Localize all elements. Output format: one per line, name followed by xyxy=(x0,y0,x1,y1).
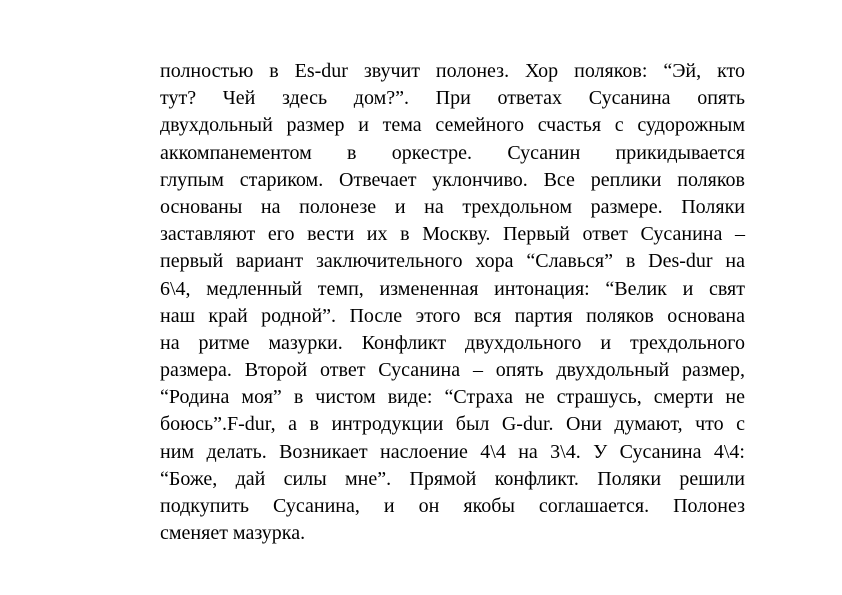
text-line: наш край родной”. После этого вся партия поляков основана xyxy=(160,304,745,327)
text-line: первый вариант заключительного хора “Славься” в Des-dur на xyxy=(160,250,745,273)
text-line: глупым стариком. Отвечает уклончиво. Все реплики поляков xyxy=(160,168,745,191)
text-line: аккомпанементом в оркестре. Сусанин прикидывается xyxy=(160,141,745,164)
text-line: размера. Второй ответ Сусанина – опять двухдольный размер, xyxy=(160,359,745,382)
text-line: 6\4, медленный темп, измененная интонация: “Велик и свят xyxy=(160,277,745,300)
text-line: тут? Чей здесь дом?”. При ответах Сусанина опять xyxy=(160,87,745,110)
text-line: ним делать. Возникает наслоение 4\4 на 3\4. У Сусанина 4\4: xyxy=(160,440,745,463)
text-line: двухдольный размер и тема семейного счастья с судорожным xyxy=(160,114,745,137)
text-line: подкупить Сусанина, и он якобы соглашается. Полонез xyxy=(160,495,745,517)
text-line: заставляют его вести их в Москву. Первый ответ Сусанина – xyxy=(160,223,745,246)
text-line: “Родина моя” в чистом виде: “Страха не страшусь, смерти не xyxy=(160,386,745,409)
text-line: боюсь”.F-dur, а в интродукции был G-dur. Они думают, что с xyxy=(160,413,745,436)
text-line: полностью в Es-dur звучит полонез. Хор поляков: “Эй, кто xyxy=(160,60,745,82)
text-line: основаны на полонезе и на трехдольном размере. Поляки xyxy=(160,195,745,218)
text-line: сменяет мазурка. xyxy=(160,522,306,545)
text-line: “Боже, дай силы мне”. Прямой конфликт. Поляки решили xyxy=(160,467,745,490)
text-line: на ритме мазурки. Конфликт двухдольного и трехдольного xyxy=(160,331,745,354)
body-paragraph xyxy=(160,58,745,547)
